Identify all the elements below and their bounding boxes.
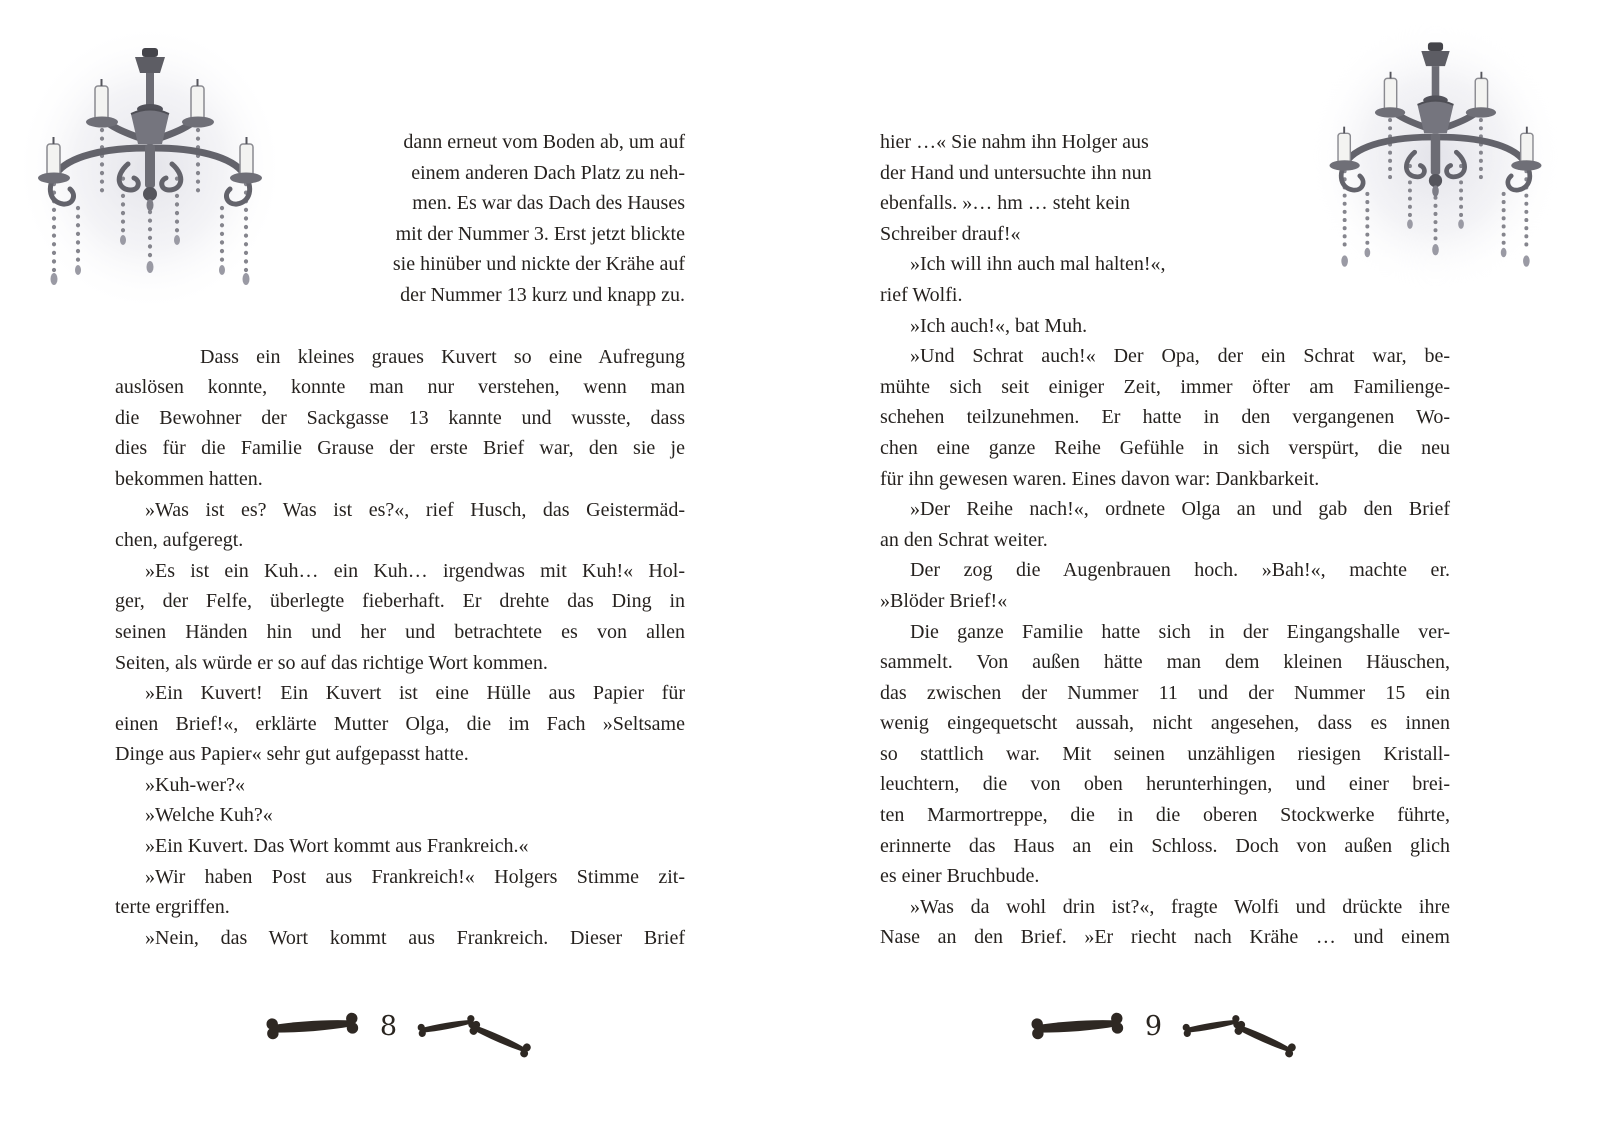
text-line: »Wir haben Post aus Frankreich!« Holgers Stimme zit- [145, 865, 685, 888]
body-text [880, 341, 1450, 953]
text-line: der Hand und untersuchte ihn nun [880, 161, 1152, 184]
text-line: »Welche Kuh?« [145, 804, 273, 827]
text-line: bekommen hatten. [115, 467, 263, 490]
text-line: hier …« Sie nahm ihn Holger aus [880, 131, 1149, 153]
text-line: »Ein Kuvert. Das Wort kommt aus Frankreich.« [145, 835, 529, 858]
text-line: sammelt. Von außen hätte man dem kleinen Häuschen, [880, 651, 1450, 674]
text-line: Dinge aus Papier« sehr gut aufgepasst hatte. [115, 743, 469, 766]
text-line: Dass ein kleines graues Kuvert so eine Aufregung [200, 345, 685, 368]
text-line: »Ich will ihn auch mal halten!«, [910, 253, 1166, 276]
text-line: »Es ist ein Kuh… ein Kuh… irgendwas mit Kuh!« Hol- [145, 559, 685, 582]
bone-ornament-icon [264, 1010, 361, 1046]
text-line: »Was da wohl drin ist?«, fragte Wolfi und drückte ihre [910, 895, 1450, 918]
text-line: der Nummer 13 kurz und knapp zu. [400, 283, 685, 306]
text-line: Seiten, als würde er so auf das richtige Wort kommen. [115, 651, 548, 674]
page-number: 9 [1144, 1010, 1163, 1042]
text-line: schehen teilzunehmen. Er hatte in den vergangenen Wo- [880, 406, 1450, 429]
text-line: sie hinüber und nickte der Krähe auf [392, 253, 685, 276]
section-gap [115, 311, 685, 342]
text-line: leuchtern, die von oben herunterhingen, und einer brei- [880, 773, 1450, 796]
text-line: wenig eingequetscht aussah, nicht angesehen, dass es innen [880, 712, 1450, 735]
text-line: an den Schrat weiter. [880, 528, 1048, 551]
text-line: mit der Nummer 3. Erst jetzt blickte [395, 222, 685, 245]
text-line: »Der Reihe nach!«, ordnete Olga an und gab den Brief [910, 498, 1450, 521]
text-line: rief Wolfi. [880, 283, 963, 306]
text-line: Der zog die Augenbrauen hoch. »Bah!«, machte er. [910, 559, 1450, 582]
text-line: »Nein, das Wort kommt aus Frankreich. Dieser Brief [145, 926, 685, 949]
text-line: so stattlich war. Mit seinen unzähligen riesigen Kristall- [880, 742, 1450, 765]
page-number: 8 [379, 1010, 398, 1042]
text-line: ger, der Felfe, überlegte fieberhaft. Er drehte das Ding in [115, 590, 685, 613]
text-line: chen eine ganze Reihe Gefühle in sich verspürt, die neu [880, 436, 1450, 459]
bone-ornament-icon [1182, 1017, 1300, 1039]
bone-ornament-icon [1029, 1010, 1126, 1046]
text-line: einen Brief!«, erklärte Mutter Olga, die im Fach »Seltsame [115, 712, 685, 735]
text-line: auslösen konnte, konnte man nur verstehen, wenn man [115, 376, 685, 399]
text-column-right [880, 127, 1450, 953]
text-line: Schreiber drauf!« [880, 222, 1021, 245]
text-line: die Bewohner der Sackgasse 13 kannte und wusste, dass [115, 406, 685, 429]
text-line: »Was ist es? Was ist es?«, rief Husch, das Geistermäd- [145, 498, 685, 521]
opening-paragraph [291, 127, 685, 311]
text-line: dies für die Familie Grause der erste Brief war, den sie je [115, 437, 685, 460]
text-line: erinnerte das Haus an ein Schloss. Doch von außen glich [880, 834, 1450, 857]
text-line: »Und Schrat auch!« Der Opa, der ein Schrat war, be- [910, 345, 1450, 368]
page-footer [880, 1003, 1450, 1053]
text-line: für ihn gewesen waren. Eines davon war: Dankbarkeit. [880, 467, 1320, 490]
text-line: »Blöder Brief!« [880, 589, 1008, 612]
text-line: es einer Bruchbude. [880, 865, 1040, 888]
text-line: Die ganze Familie hatte sich in der Eingangshalle ver- [910, 620, 1450, 643]
text-line: »Kuh-wer?« [145, 773, 245, 796]
text-line: seinen Händen hin und her und betrachtete es von allen [115, 620, 685, 643]
text-line: »Ich auch!«, bat Muh. [910, 314, 1088, 337]
text-line: Nase an den Brief. »Er riecht nach Krähe … und einem [880, 926, 1450, 949]
text-line: mühte sich seit einiger Zeit, immer öfter am Familienge- [880, 375, 1450, 398]
opening-paragraph [880, 127, 1252, 341]
text-column-left [115, 127, 685, 953]
text-line: ebenfalls. »… hm … steht kein [880, 192, 1130, 215]
text-line: das zwischen der Nummer 11 und der Nummer 15 ein [880, 681, 1450, 704]
text-line: terte ergriffen. [115, 896, 230, 919]
body-text [115, 342, 685, 954]
text-line: chen, aufgeregt. [115, 529, 244, 552]
page-footer [115, 1003, 685, 1053]
text-line: men. Es war das Dach des Hauses [412, 192, 685, 215]
text-line: einem anderen Dach Platz zu neh- [411, 161, 685, 184]
text-line: »Ein Kuvert! Ein Kuvert ist eine Hülle aus Papier für [145, 682, 685, 705]
bone-ornament-icon [417, 1017, 535, 1039]
text-line: dann erneut vom Boden ab, um auf [403, 131, 685, 153]
text-line: ten Marmortreppe, die in die oberen Stockwerke führte, [880, 804, 1450, 827]
